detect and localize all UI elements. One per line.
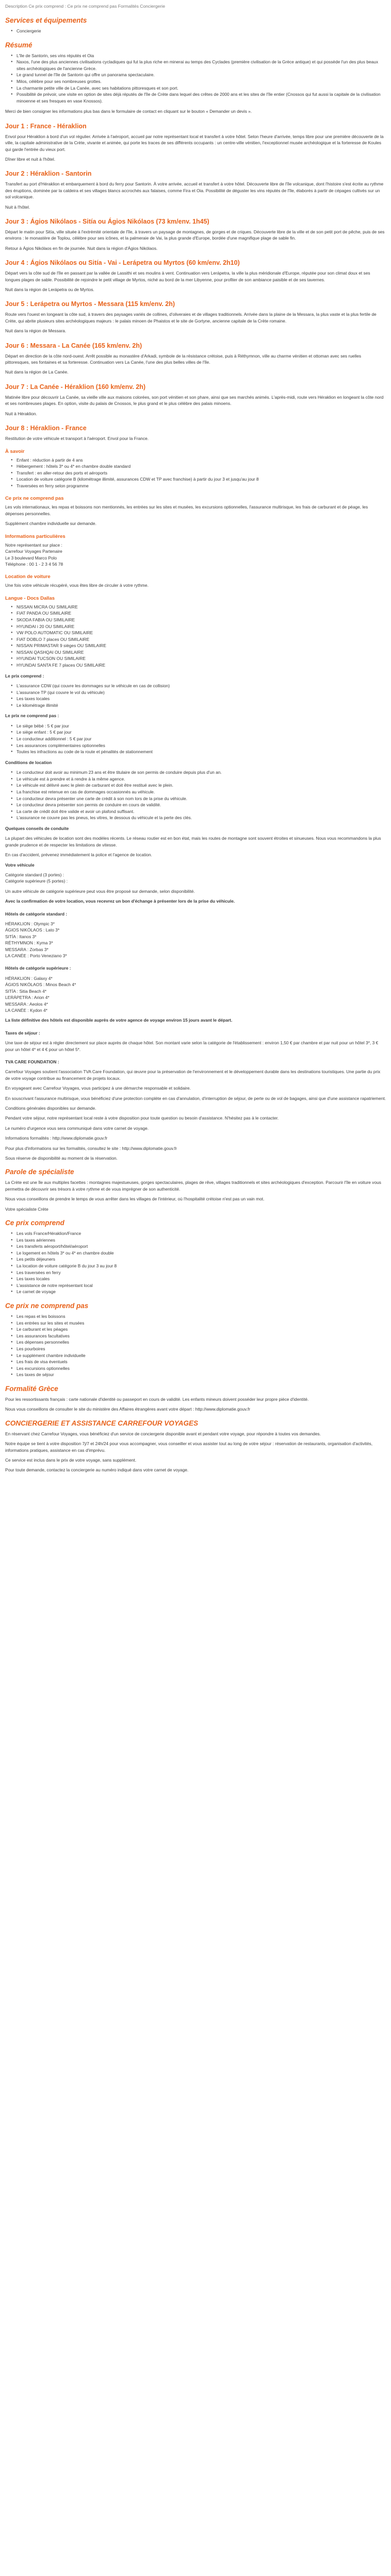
list-item: ● Le véhicule est délivré avec le plein de carburant et doit être restitué avec le plein. bbox=[17, 782, 386, 789]
hotel-line: SITÍA : Sitia Beach 4* bbox=[5, 988, 47, 994]
list-item: ● NISSAN MICRA OU SIMILAIRE bbox=[17, 604, 386, 611]
price-excludes-text: Supplément chambre individuelle sur demande. bbox=[5, 521, 96, 527]
list-item: ● Les petits déjeuners bbox=[17, 1256, 386, 1263]
formalities-text: Nous vous conseillons de consulter le site du ministère des Affaires étrangères avant votre départ : http://www.diplomatie.gouv.fr bbox=[5, 1406, 250, 1412]
list-item: ● Les pourboires bbox=[17, 1346, 386, 1352]
day-text: Départ en direction de la côte nord-ouest. Arrêt possible au monastère d'Arkadi, symbole de la résistance crétoise, puis à Réthymnon, ville au charme vénitien et ottoman avec ses ruelles pittoresques, ses fontaines et sa forteresse. Continuation vers La Canée, l'une des plus belles villes de l'île. bbox=[5, 353, 362, 365]
list-item: ● L'assurance CDW (qui couvre les dommages sur le véhicule en cas de collision) bbox=[17, 683, 386, 689]
insurance-text: Conditions générales disponibles sur demande. bbox=[5, 1105, 96, 1111]
driving-tips-text: La plupart des véhicules de location sont des modèles récents. Le réseau routier est en bon état, mais les routes de montagne sont souvent étroites et sinueuses. Nous vous recommandons la plus grande prudence et de respecter les limitations de vitesse. bbox=[5, 836, 381, 848]
price-excludes-2-title: Ce prix ne comprend pas bbox=[5, 1301, 89, 1310]
list-item: ● Le conducteur devra présenter son permis de conduire en cours de validité. bbox=[17, 802, 386, 808]
hotel-line: MESSARA : Zorbas 3* bbox=[5, 946, 48, 952]
day-title: Jour 8 : Héraklion - France bbox=[5, 425, 87, 432]
price-includes-2-title: Ce prix comprend bbox=[5, 1219, 64, 1227]
day-text: Départ vers la côte sud de l'île en passant par la vallée de Lassithi et ses moulins à vent. Continuation vers Lerápetra, la ville la plus méridionale d'Europe, réputée pour son climat doux et ses longues plages de sable. Possibilité de rejoindre le petit village de Myrtos, niché au bord de la mer Libyenne, pour profiter de son ambiance paisible et de ses tavernes. bbox=[5, 270, 370, 282]
price-excludes-title: Ce prix ne comprend pas bbox=[5, 496, 64, 502]
list-item: ● Conciergerie bbox=[17, 28, 386, 35]
rental-conditions-list bbox=[5, 769, 386, 821]
day-title: Jour 3 : Ágios Nikólaos - Sitía ou Ágios Nikólaos (73 km/env. 1h45) bbox=[5, 218, 209, 225]
partner-line: Téléphone : 00 1 - 2 3 4 56 78 bbox=[5, 561, 63, 567]
list-item: ● L'île de Santorin, ses vins réputés et Oia bbox=[17, 53, 386, 59]
day-title: Jour 2 : Héraklion - Santorin bbox=[5, 170, 92, 178]
specialist-text: La Crète est une île aux multiples facettes : montagnes majestueuses, gorges spectaculaires, plages de rêve, villages traditionnels et sites archéologiques d'exception. Parcourir l'île en voiture vous permettra de découvrir ses trésors à votre rythme et de vous imprégner de son authenticité. bbox=[5, 1180, 381, 1192]
day-text: Route vers l'ouest en longeant la côte sud, à travers des paysages variés de collines, d'oliveraies et de villages traditionnels. Arrivée dans la plaine de la Messara, la plus vaste et la plus fertile de Crète, qui abrite plusieurs sites archéologiques majeurs : le palais minoen de Phaistos et le site de Gortyne, ancienne capitale de la Crète romaine. bbox=[5, 312, 377, 324]
tourist-tax-text: Une taxe de séjour est à régler directement sur place auprès de chaque hôtel. Son montant varie selon la catégorie de l'établissement : environ 1,50 € par chambre et par nuit pour un hôtel 3*, 3 € pour un hôtel 4* et 4 € pour un hôtel 5*. bbox=[5, 1040, 379, 1052]
tourist-tax-title: Taxes de séjour : bbox=[5, 1030, 40, 1036]
list-item: ● HYUNDAI TUCSON OU SIMILAIRE bbox=[17, 655, 386, 662]
car-models-title: Langue - Docs Dallas bbox=[5, 595, 55, 601]
list-item: ● Le siège bébé : 5 € par jour bbox=[17, 723, 386, 730]
day-text: Envol pour Héraklion à bord d'un vol régulier. Arrivée à l'aéroport, accueil par notre représentant local et transfert à votre hôtel. Selon l'heure d'arrivée, temps libre pour une première découverte de la ville, la capitale administrative de la Crète, vivante et animée, qui porte les traces de ses différents occupants : un centre-ville vénitien, l'exceptionnel musée archéologique et la forteresse de Koules qui garde l'entrée du vieux port. bbox=[5, 133, 384, 152]
list-item: ● Les repas et les boissons bbox=[17, 1313, 386, 1320]
list-item: ● VW POLO AUTOMATIC OU SIMILAIRE bbox=[17, 630, 386, 636]
driving-tips-text: En cas d'accident, prévenez immédiatement la police et l'agence de location. bbox=[5, 852, 152, 858]
insurance-text: Pendant votre séjour, notre représentant local reste à votre disposition pour toute question ou besoin d'assistance. N'hésitez pas à le contacter. bbox=[5, 1115, 279, 1121]
rental-conditions-title: Conditions de location bbox=[5, 759, 52, 765]
list-item: ● L'assurance ne couvre pas les pneus, les vitres, le dessous du véhicule et la perte des clés. bbox=[17, 815, 386, 821]
list-item: ● Les taxes aériennes bbox=[17, 1237, 386, 1244]
foundation-text: Carrefour Voyages soutient l'association TVA Care Foundation, qui œuvre pour la préservation de l'environnement et le développement durable dans les destinations touristiques. Une partie du prix de votre voyage contribue au financement de projets locaux. bbox=[5, 1069, 381, 1081]
vehicle-line: Catégorie standard (3 portes) : bbox=[5, 872, 64, 877]
list-item: ● Le logement en hôtels 3* ou 4* en chambre double bbox=[17, 1250, 386, 1257]
list-item: ● FIAT PANDA OU SIMILAIRE bbox=[17, 610, 386, 617]
list-item: ● Le siège enfant : 5 € par jour bbox=[17, 729, 386, 736]
list-item: ● Enfant : réduction à partir de 4 ans bbox=[17, 457, 386, 464]
list-item: ● Les taxes locales bbox=[17, 1276, 386, 1282]
specialist-text: Nous vous conseillons de prendre le temps de vous arrêter dans les villages de l'intérieur, où l'hospitalité crétoise n'est pas un vain mot. bbox=[5, 1196, 265, 1202]
list-item: ● La carte de crédit doit être valide et avoir un plafond suffisant. bbox=[17, 808, 386, 815]
list-item: ● La location de voiture catégorie B du jour 3 au jour 8 bbox=[17, 1263, 386, 1269]
concierge-text: Ce service est inclus dans le prix de votre voyage, sans supplément. bbox=[5, 1457, 137, 1463]
day-text: Retour à Ágios Nikólaos en fin de journée. Nuit dans la région d'Ágios Nikólaos. bbox=[5, 245, 158, 251]
list-item: ● Le carburant et les péages bbox=[17, 1326, 386, 1333]
car-models-list bbox=[5, 604, 386, 669]
vehicle-line: Catégorie supérieure (5 portes) : bbox=[5, 878, 68, 884]
concierge-title: CONCIERGERIE ET ASSISTANCE CARREFOUR VOYAGES bbox=[5, 1419, 199, 1427]
list-item: ● Possibilité de prévoir, une visite en option de sites déjà réputés de l'île de Crète dans lequel des crêtes de 2000 ans et les sites de l'île entier (Cnossos qui fut aussi la capitale de la civilisation minoenne et ses fresques en vase Knossos). bbox=[17, 91, 386, 104]
hotels-standard-title: Hôtels de catégorie standard : bbox=[5, 911, 68, 917]
hotel-line: LA CANÉE : Porto Veneziano 3* bbox=[5, 953, 67, 959]
hotel-line: RÉTHYMNON : Kyma 3* bbox=[5, 940, 53, 946]
availability-note: Sous réserve de disponibilité au moment de la réservation. bbox=[5, 1156, 118, 1161]
list-item: ● Les entrées sur les sites et musées bbox=[17, 1320, 386, 1327]
hotel-line: HÉRAKLION : Galaxy 4* bbox=[5, 975, 53, 981]
list-item: ● NISSAN PRIMASTAR 9 sièges OU SIMILAIRE bbox=[17, 642, 386, 649]
day-text: Transfert au port d'Héraklion et embarquement à bord du ferry pour Santorin. À votre arrivée, accueil et transfert à votre hôtel. Découverte libre de l'île volcanique, dont l'histoire s'est écrite au rythme des éruptions, dominée par la caldeira et ses villages blancs accrochés aux falaises, comme Fira et Oia. Possibilité de déguster les vins réputés de l'île, élaborés à partir de cépages cultivés sur un sol volcanique. bbox=[5, 181, 384, 200]
rental-excludes-title: Le prix ne comprend pas : bbox=[5, 713, 59, 719]
list-item: ● La franchise est retenue en cas de dommages occasionnés au véhicule. bbox=[17, 789, 386, 795]
list-item: ● HYUNDAI i 20 OU SIMILAIRE bbox=[17, 623, 386, 630]
important-note: Pour plus d'informations sur les formalités, consultez le site : http://www.diplomatie.gouv.fr bbox=[5, 1145, 177, 1151]
hotel-line: ÁGIOS NIKÓLAOS : Lato 3* bbox=[5, 927, 60, 933]
partner-line: Le 3 boulevard Marco Polo bbox=[5, 555, 57, 561]
intro-description: Description Ce prix comprend : Ce prix ne comprend pas Formalités Conciergerie bbox=[5, 4, 165, 9]
rental-excludes-list bbox=[5, 723, 386, 755]
day-title: Jour 4 : Ágios Nikólaos ou Sitía - Vai - Lerápetra ou Myrtos (60 km/env. 2h10) bbox=[5, 259, 240, 267]
list-item: ● Les dépenses personnelles bbox=[17, 1339, 386, 1346]
list-item: ● Le supplément chambre individuelle bbox=[17, 1352, 386, 1359]
formalities-link[interactable]: Informations formalités : http://www.diplomatie.gouv.fr bbox=[5, 1136, 108, 1141]
hotels-note: La liste définitive des hôtels est disponible auprès de votre agence de voyage environ 15 jours avant le départ. bbox=[5, 1018, 233, 1023]
price-excludes-2-list bbox=[5, 1313, 386, 1378]
list-item: ● Les taxes de séjour bbox=[17, 1371, 386, 1378]
list-item: ● Le véhicule est à prendre et à rendre à la même agence. bbox=[17, 776, 386, 783]
list-item: ● Les excursions optionnelles bbox=[17, 1365, 386, 1372]
list-item: ● Le grand tunnel de l'île de Santorin qui offre un panorama spectaculaire. bbox=[17, 72, 386, 78]
list-item: ● L'assurance TP (qui couvre le vol du véhicule) bbox=[17, 689, 386, 696]
day-text: Départ le matin pour Sitía, ville située à l'extrémité orientale de l'île, à travers un paysage de montagnes, de gorges et de criques. Découverte libre de la ville et de son petit port de pêche, puis de ses environs : le monastère de Toplou, célèbre pour ses icônes, et la palmeraie de Vai, la plus grande d'Europe, bordée d'une magnifique plage de sable fin. bbox=[5, 229, 385, 241]
list-item: ● Les taxes locales bbox=[17, 696, 386, 702]
list-item: ● Le conducteur devra présenter une carte de crédit à son nom lors de la prise du véhicule. bbox=[17, 795, 386, 802]
list-item: ● Le conducteur doit avoir au minimum 23 ans et être titulaire de son permis de conduire depuis plus d'un an. bbox=[17, 769, 386, 776]
vehicle-title: Votre véhicule bbox=[5, 862, 35, 868]
rental-includes-list bbox=[5, 683, 386, 708]
day-text: Dîner libre et nuit à l'hôtel. bbox=[5, 156, 56, 162]
list-item: ● Milos, célèbre pour ses nombreuses grottes. bbox=[17, 78, 386, 85]
resume-title: Résumé bbox=[5, 41, 32, 49]
hotel-line: HÉRAKLION : Olympic 3* bbox=[5, 921, 55, 927]
itinerary bbox=[5, 122, 386, 442]
car-rental-title: Location de voiture bbox=[5, 574, 51, 580]
foundation-text: En voyageant avec Carrefour Voyages, vous participez à une démarche responsable et solidaire. bbox=[5, 1086, 191, 1091]
price-includes-list bbox=[5, 457, 386, 489]
price-includes-title: À savoir bbox=[5, 448, 25, 454]
instructions: Merci de bien consigner les informations plus bas dans le formulaire de contact en cliquant sur le bouton « Demander un devis ». bbox=[5, 109, 252, 114]
insurance-text: En souscrivant l'assurance multirisque, vous bénéficiez d'une protection complète en cas d'annulation, d'interruption de séjour, de perte ou de vol de bagages, ainsi que d'une assistance rapatriement. bbox=[5, 1095, 386, 1101]
specialist-title: Parole de spécialiste bbox=[5, 1168, 74, 1176]
day-text: Nuit à l'hôtel. bbox=[5, 204, 30, 210]
rental-includes-title: Le prix comprend : bbox=[5, 673, 44, 679]
concierge-text: En réservant chez Carrefour Voyages, vous bénéficiez d'un service de conciergerie disponible avant et pendant votre voyage, pour répondre à toutes vos demandes. bbox=[5, 1431, 321, 1436]
price-includes-2-list bbox=[5, 1230, 386, 1295]
list-item: ● FIAT DOBLO 7 places OU SIMILAIRE bbox=[17, 636, 386, 643]
hotel-line: LERÁPETRA : Arion 4* bbox=[5, 995, 50, 1001]
day-title: Jour 7 : La Canée - Héraklion (160 km/env. 2h) bbox=[5, 383, 146, 391]
list-item: ● Les transferts aéroport/hôtel/aéroport bbox=[17, 1243, 386, 1250]
formalities-title: Formalité Grèce bbox=[5, 1384, 58, 1393]
services-list bbox=[5, 28, 386, 35]
list-item: ● Le kilométrage illimité bbox=[17, 702, 386, 709]
hotel-line: SITÍA : Itanos 3* bbox=[5, 934, 37, 939]
car-rental-text: Une fois votre véhicule récupéré, vous êtes libre de circuler à votre rythme. bbox=[5, 583, 149, 588]
driving-tips-title: Quelques conseils de conduite bbox=[5, 825, 69, 831]
hotel-line: LA CANÉE : Kydon 4* bbox=[5, 1007, 47, 1013]
day-text: Nuit à Héraklion. bbox=[5, 411, 37, 416]
day-title: Jour 6 : Messara - La Canée (165 km/env. 2h) bbox=[5, 342, 142, 349]
list-item: ● SKODA FABIA OU SIMILAIRE bbox=[17, 617, 386, 623]
day-text: Nuit dans la région de Lerápetra ou de Myrtos. bbox=[5, 287, 94, 293]
list-item: ● Traversées en ferry selon programme bbox=[17, 483, 386, 489]
list-item: ● Les frais de visa éventuels bbox=[17, 1359, 386, 1365]
list-item: ● Toutes les infractions au code de la route et pénalités de stationnement bbox=[17, 749, 386, 755]
list-item: ● L'assistance de notre représentant local bbox=[17, 1282, 386, 1289]
day-text: Nuit dans la région de Messara. bbox=[5, 328, 67, 334]
hotel-line: ÁGIOS NIKÓLAOS : Minos Beach 4* bbox=[5, 982, 76, 988]
list-item: ● Les assurances facultatives bbox=[17, 1333, 386, 1340]
voucher-notice: Avec la confirmation de votre location, vous recevrez un bon d'échange à présenter lors de la prise du véhicule. bbox=[5, 899, 235, 904]
list-item: ● Naxos, l'une des plus anciennes civilisations cycladiques qui fut la plus riche en minerai au temps des Cyclades (première civilisation de la Grèce antique) et qui possède l'un des plus beaux sites archéologiques de l'ancienne Grèce. bbox=[17, 59, 386, 72]
day-title: Jour 5 : Lerápetra ou Myrtos - Messara (115 km/env. 2h) bbox=[5, 300, 175, 308]
day-text: Nuit dans la région de La Canée. bbox=[5, 369, 69, 375]
list-item: ● HYUNDAI SANTA FE 7 places OU SIMILAIRE bbox=[17, 662, 386, 669]
partner-title: Informations particulières bbox=[5, 533, 66, 539]
vehicle-note: Un autre véhicule de catégorie supérieure peut vous être proposé sur demande, selon disponibilité. bbox=[5, 888, 195, 894]
hotel-line: MESSARA : Aeolos 4* bbox=[5, 1001, 48, 1007]
day-text: Matinée libre pour découvrir La Canée, sa vieille ville aux maisons colorées, son port vénitien et son phare, ainsi que ses marchés animés. L'après-midi, route vers Héraklion en longeant la côte nord et ses nombreuses plages. En option, visite du palais de Cnossos, le plus grand et le plus célèbre des palais minoens. bbox=[5, 394, 384, 406]
resume-list bbox=[5, 53, 386, 105]
foundation-title: TVA CARE FOUNDATION : bbox=[5, 1059, 59, 1064]
price-excludes-text: Les vols internationaux, les repas et boissons non mentionnés, les entrées sur les sites et musées, les excursions optionnelles, l'assurance multirisque, les frais de carburant et de péage, les dépenses personnelles. bbox=[5, 504, 368, 516]
list-item: ● NISSAN QASHQAI OU SIMILAIRE bbox=[17, 649, 386, 656]
day-title: Jour 1 : France - Héraklion bbox=[5, 122, 87, 130]
list-item: ● Location de voiture catégorie B (kilométrage illimité, assurances CDW et TP avec franchise) à partir du jour 3 et jusqu'au jour 8 bbox=[17, 476, 386, 483]
list-item: ● Hébergement : hôtels 3* ou 4* en chambre double standard bbox=[17, 463, 386, 470]
list-item: ● Les traversées en ferry bbox=[17, 1269, 386, 1276]
list-item: ● Le carnet de voyage bbox=[17, 1289, 386, 1295]
insurance-text: Le numéro d'urgence vous sera communiqué dans votre carnet de voyage. bbox=[5, 1125, 149, 1131]
list-item: ● Les assurances complémentaires optionnelles bbox=[17, 742, 386, 749]
hotels-superior-title: Hôtels de catégorie supérieure : bbox=[5, 965, 71, 971]
services-title: Services et équipements bbox=[5, 16, 87, 24]
day-text: Restitution de votre véhicule et transport à l'aéroport. Envol pour la France. bbox=[5, 436, 149, 442]
partner-line: Carrefour Voyages Partenaire bbox=[5, 549, 62, 554]
list-item: ● Le conducteur additionnel : 5 € par jour bbox=[17, 736, 386, 742]
list-item: ● Les vols France/Héraklion/France bbox=[17, 1230, 386, 1237]
specialist-signature: Votre spécialiste Crète bbox=[5, 1206, 48, 1212]
formalities-text: Pour les ressortissants français : carte nationale d'identité ou passeport en cours de validité. Les enfants mineurs doivent posséder leur propre pièce d'identité. bbox=[5, 1396, 309, 1402]
concierge-text: Pour toute demande, contactez la conciergerie au numéro indiqué dans votre carnet de voyage. bbox=[5, 1467, 189, 1473]
concierge-text: Notre équipe se tient à votre disposition 7j/7 et 24h/24 pour vous accompagner, vous conseiller et vous assister tout au long de votre séjour : réservation de restaurants, organisation d'activités, informations pratiques, assistance en cas d'imprévu. bbox=[5, 1441, 373, 1453]
list-item: ● La charmante petite ville de La Canée, avec ses habitations pittoresques et son port. bbox=[17, 85, 386, 92]
partner-line: Notre représentant sur place : bbox=[5, 542, 62, 548]
list-item: ● Transfert : en aller-retour des ports et aéroports bbox=[17, 470, 386, 477]
